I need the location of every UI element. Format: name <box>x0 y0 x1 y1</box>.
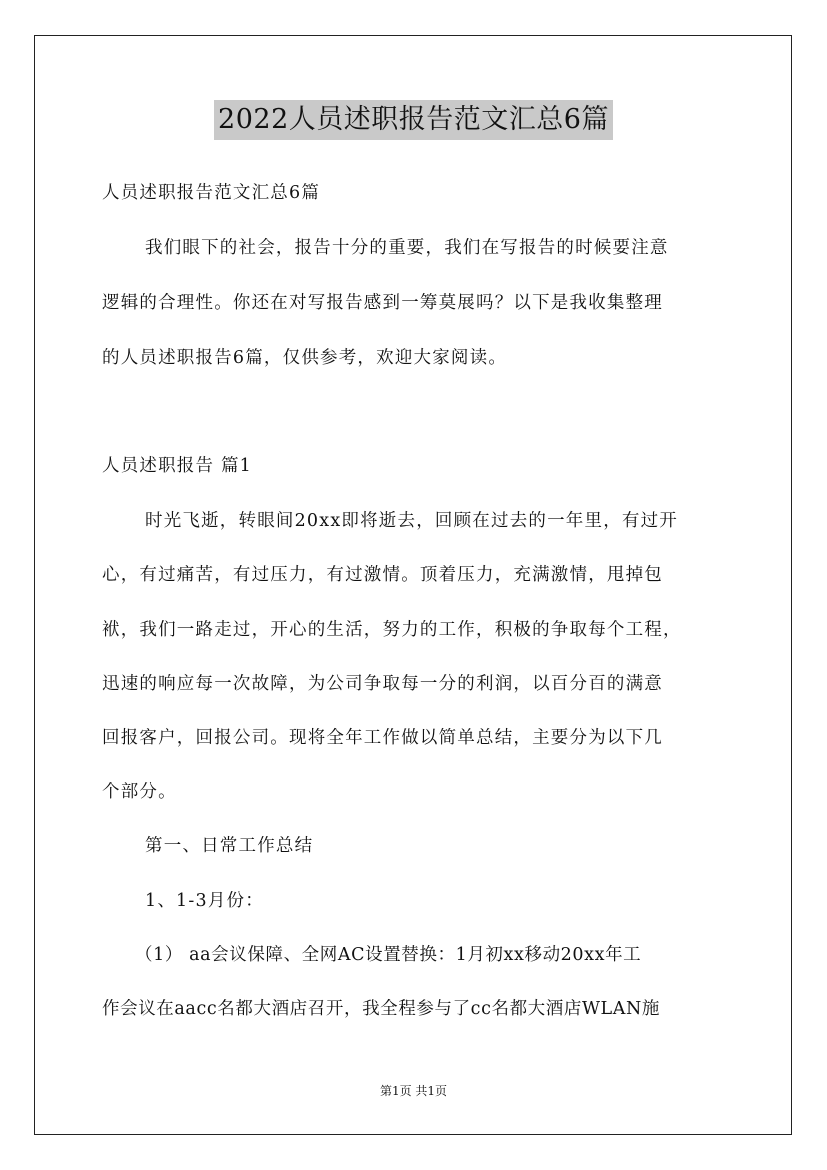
document-subtitle: 人员述职报告范文汇总6篇 <box>102 183 321 203</box>
body-line-5: 回报客户，回报公司。现将全年工作做以简单总结，主要分为以下几 <box>102 728 663 748</box>
page-footer: 第1页 共1页 <box>379 1084 448 1098</box>
intro-line-3: 的人员述职报告6篇，仅供参考，欢迎大家阅读。 <box>102 348 508 368</box>
body-line-4: 迅速的响应每一次故障，为公司争取每一分的利润，以百分百的满意 <box>102 674 663 694</box>
item-line-1: （1） aa会议保障、全网AC设置替换：1月初xx移动20xx年工 <box>135 945 642 965</box>
body-line-3: 袱，我们一路走过，开心的生活，努力的工作，积极的争取每个工程， <box>102 620 682 640</box>
work-summary-heading: 第一、日常工作总结 <box>145 836 314 856</box>
body-line-2: 心，有过痛苦，有过压力，有过激情。顶着压力，充满激情，甩掉包 <box>102 565 663 585</box>
body-line-1: 时光飞逝，转眼间20xx即将逝去，回顾在过去的一年里，有过开 <box>145 511 679 531</box>
period-heading: 1、1-3月份： <box>145 891 264 911</box>
section-heading: 人员述职报告 篇1 <box>102 456 252 476</box>
body-line-6: 个部分。 <box>102 782 177 802</box>
item-line-2: 作会议在aacc名都大酒店召开，我全程参与了cc名都大酒店WLAN施 <box>102 999 661 1019</box>
intro-line-1: 我们眼下的社会，报告十分的重要，我们在写报告的时候要注意 <box>145 238 669 258</box>
intro-line-2: 逻辑的合理性。你还在对写报告感到一筹莫展吗？以下是我收集整理 <box>102 293 663 313</box>
document-title: 2022人员述职报告范文汇总6篇 <box>214 100 613 140</box>
title-container <box>0 100 827 140</box>
